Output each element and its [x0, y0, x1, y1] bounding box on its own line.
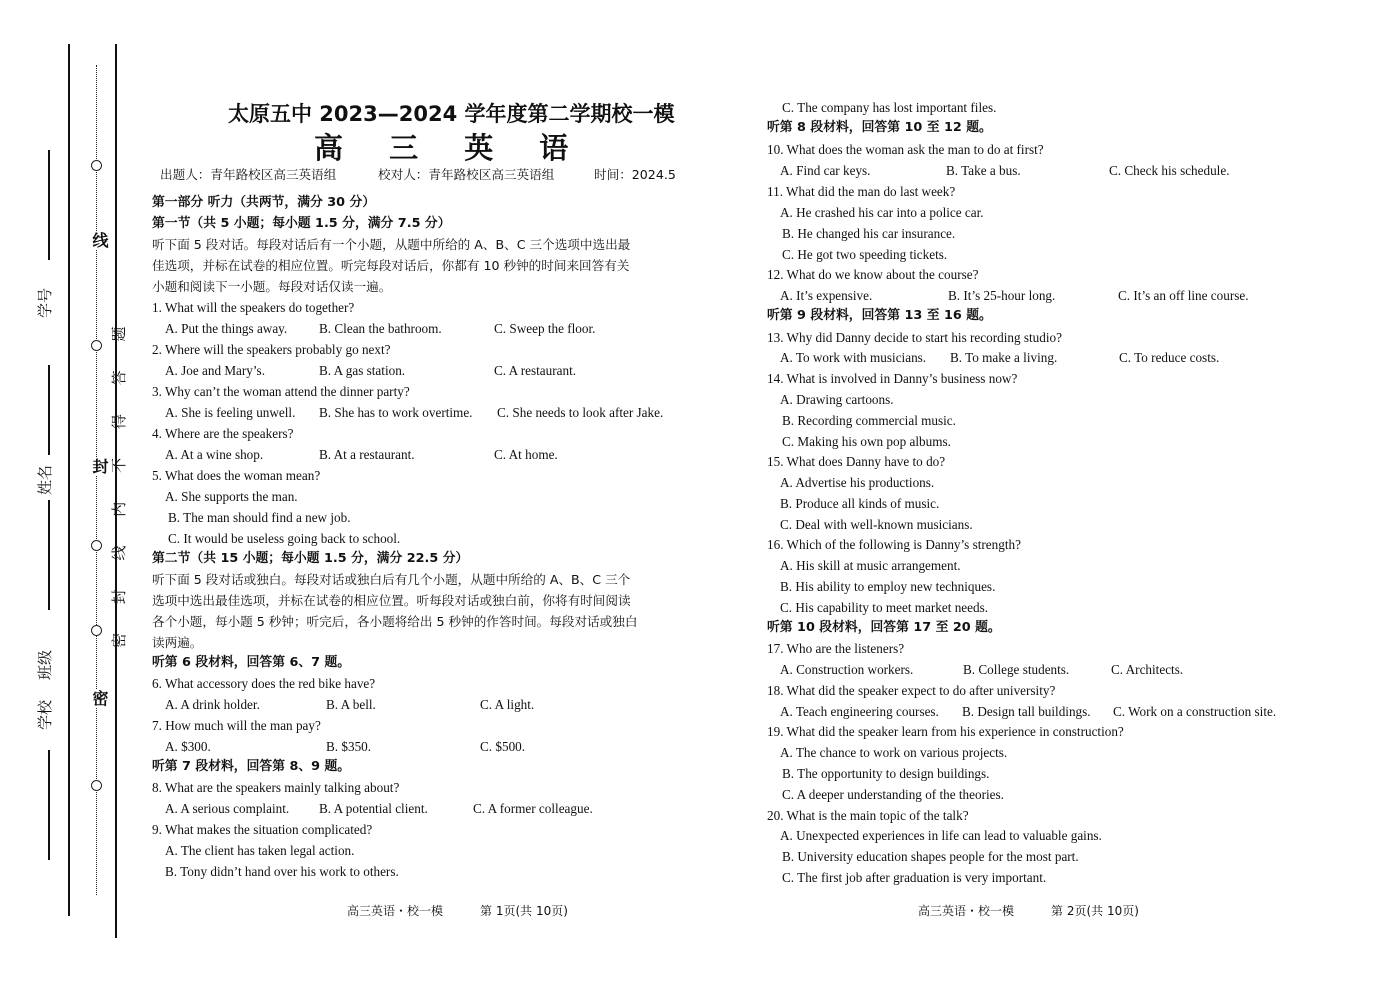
q8-option-c: C. A former colleague. — [473, 801, 593, 816]
q11-option-c: C. He got two speeding tickets. — [782, 247, 948, 262]
q4-option-a: A. At a wine shop. — [165, 447, 264, 462]
q6-option-b: B. A bell. — [326, 697, 376, 712]
question-11: 11. What did the man do last week? — [767, 184, 956, 199]
material-9-heading: 听第 9 段材料，回答第 13 至 16 题。 — [767, 308, 992, 323]
q14-option-b: B. Recording commercial music. — [782, 413, 956, 428]
question-20: 20. What is the main topic of the talk? — [767, 808, 969, 823]
school-label: 学校 — [36, 699, 54, 730]
q18-option-b: B. Design tall buildings. — [962, 704, 1091, 719]
q8-option-b: B. A potential client. — [319, 801, 428, 816]
q1-option-c: C. Sweep the floor. — [494, 321, 596, 336]
q17-option-b: B. College students. — [963, 662, 1070, 677]
margin-outer-line — [68, 44, 70, 916]
q2-option-b: B. A gas station. — [319, 363, 406, 378]
q5-option-b: B. The man should find a new job. — [168, 510, 351, 525]
q7-option-a: A. $300. — [165, 739, 211, 754]
checker: 校对人：青年路校区高三英语组 — [378, 167, 555, 182]
exam-date: 时间：2024.5 — [594, 167, 676, 182]
q2-option-a: A. Joe and Mary’s. — [165, 363, 265, 378]
section1-instr-2: 佳选项，并标在试卷的相应位置。听完每段对话后，你都有 10 秒钟的时间来回答有关 — [152, 258, 630, 273]
seal-char-secret: 密 — [90, 690, 109, 708]
q13-option-b: B. To make a living. — [950, 350, 1058, 365]
name-label: 姓名 — [36, 464, 54, 495]
q19-option-c: C. A deeper understanding of the theories. — [782, 787, 1004, 802]
q9-option-c: C. The company has lost important files. — [782, 100, 997, 115]
seal-circle-1 — [91, 160, 102, 171]
section1-heading: 第一节（共 5 小题；每小题 1.5 分，满分 7.5 分） — [152, 216, 451, 231]
setter: 出题人：青年路校区高三英语组 — [160, 167, 337, 182]
part1-heading: 第一部分 听力（共两节，满分 30 分） — [152, 195, 376, 210]
name-underline — [48, 365, 50, 455]
school-underline — [48, 750, 50, 860]
section2-instr-3: 各个小题，每小题 5 秒钟；听完后，各小题将给出 5 秒钟的作答时间。每段对话或独白 — [152, 614, 638, 629]
q7-option-c: C. $500. — [480, 739, 526, 754]
material-7-heading: 听第 7 段材料，回答第 8、9 题。 — [152, 759, 351, 774]
q18-option-a: A. Teach engineering courses. — [780, 704, 939, 719]
question-8: 8. What are the speakers mainly talking about? — [152, 780, 400, 795]
q12-option-a: A. It’s expensive. — [780, 288, 873, 303]
material-6-heading: 听第 6 段材料，回答第 6、7 题。 — [152, 655, 351, 670]
q7-option-b: B. $350. — [326, 739, 372, 754]
q6-option-a: A. A drink holder. — [165, 697, 260, 712]
question-13: 13. Why did Danny decide to start his recording studio? — [767, 330, 1062, 345]
seal-circle-2 — [91, 340, 102, 351]
page2-footer-number: 第 2页(共 10页) — [1051, 904, 1139, 918]
section2-instr-4: 读两遍。 — [152, 635, 203, 650]
q17-option-c: C. Architects. — [1111, 662, 1184, 677]
q11-option-a: A. He crashed his car into a police car. — [780, 205, 984, 220]
seal-warning: 密 封 线 内 不 得 答 题 — [110, 314, 128, 648]
q19-option-b: B. The opportunity to design buildings. — [782, 766, 990, 781]
section2-instr-1: 听下面 5 段对话或独白。每段对话或独白后有几个小题，从题中所给的 A、B、C 三个 — [152, 572, 631, 587]
q5-option-a: A. She supports the man. — [165, 489, 298, 504]
q19-option-a: A. The chance to work on various projects. — [780, 745, 1008, 760]
name-underline-2 — [48, 500, 50, 610]
material-10-heading: 听第 10 段材料，回答第 17 至 20 题。 — [767, 620, 1001, 635]
question-19: 19. What did the speaker learn from his experience in construction? — [767, 724, 1124, 739]
q4-option-c: C. At home. — [494, 447, 558, 462]
q10-option-b: B. Take a bus. — [946, 163, 1021, 178]
student-id-underline — [48, 150, 50, 260]
question-10: 10. What does the woman ask the man to do at first? — [767, 142, 1044, 157]
q12-option-c: C. It’s an off line course. — [1118, 288, 1249, 303]
q13-option-c: C. To reduce costs. — [1119, 350, 1220, 365]
q11-option-b: B. He changed his car insurance. — [782, 226, 956, 241]
q18-option-c: C. Work on a construction site. — [1113, 704, 1277, 719]
q3-option-b: B. She has to work overtime. — [319, 405, 473, 420]
page1-footer-number: 第 1页(共 10页) — [480, 904, 568, 918]
q15-option-a: A. Advertise his productions. — [780, 475, 935, 490]
q4-option-b: B. At a restaurant. — [319, 447, 415, 462]
question-7: 7. How much will the man pay? — [152, 718, 321, 733]
exam-subject: 高 三 英 语 — [314, 131, 587, 165]
q20-option-b: B. University education shapes people for the most part. — [782, 849, 1079, 864]
q3-option-a: A. She is feeling unwell. — [165, 405, 296, 420]
question-2: 2. Where will the speakers probably go next? — [152, 342, 391, 357]
q1-option-a: A. Put the things away. — [165, 321, 288, 336]
q2-option-c: C. A restaurant. — [494, 363, 577, 378]
q14-option-c: C. Making his own pop albums. — [782, 434, 951, 449]
q10-option-a: A. Find car keys. — [780, 163, 871, 178]
seal-circle-5 — [91, 780, 102, 791]
q16-option-c: C. His capability to meet market needs. — [780, 600, 989, 615]
seal-circle-4 — [91, 625, 102, 636]
question-1: 1. What will the speakers do together? — [152, 300, 355, 315]
question-3: 3. Why can’t the woman attend the dinner party? — [152, 384, 410, 399]
q3-option-c: C. She needs to look after Jake. — [497, 405, 664, 420]
seal-char-seal: 封 — [90, 458, 109, 476]
question-14: 14. What is involved in Danny’s business now? — [767, 371, 1018, 386]
student-id-label: 学号 — [36, 287, 54, 318]
q16-option-a: A. His skill at music arrangement. — [780, 558, 961, 573]
q20-option-c: C. The first job after graduation is very important. — [782, 870, 1047, 885]
section2-instr-2: 选项中选出最佳选项，并标在试卷的相应位置。听每段对话或独白前，你将有时间阅读 — [152, 593, 631, 608]
q10-option-c: C. Check his schedule. — [1109, 163, 1230, 178]
q16-option-b: B. His ability to employ new techniques. — [780, 579, 996, 594]
seal-circle-3 — [91, 540, 102, 551]
section1-instr-3: 小题和阅读下一小题。每段对话仅读一遍。 — [152, 279, 392, 294]
question-16: 16. Which of the following is Danny’s strength? — [767, 537, 1021, 552]
section1-instr-1: 听下面 5 段对话。每段对话后有一个小题，从题中所给的 A、B、C 三个选项中选出最 — [152, 237, 631, 252]
q12-option-b: B. It’s 25-hour long. — [948, 288, 1056, 303]
q20-option-a: A. Unexpected experiences in life can lead to valuable gains. — [780, 828, 1102, 843]
question-6: 6. What accessory does the red bike have? — [152, 676, 376, 691]
q9-option-b: B. Tony didn’t hand over his work to others. — [165, 864, 399, 879]
class-label: 班级 — [36, 649, 54, 680]
q14-option-a: A. Drawing cartoons. — [780, 392, 894, 407]
question-5: 5. What does the woman mean? — [152, 468, 321, 483]
seal-dotted-line — [96, 65, 97, 895]
q17-option-a: A. Construction workers. — [780, 662, 914, 677]
q15-option-c: C. Deal with well-known musicians. — [780, 517, 973, 532]
q8-option-a: A. A serious complaint. — [165, 801, 290, 816]
question-17: 17. Who are the listeners? — [767, 641, 905, 656]
question-9: 9. What makes the situation complicated? — [152, 822, 373, 837]
q15-option-b: B. Produce all kinds of music. — [780, 496, 940, 511]
q6-option-c: C. A light. — [480, 697, 535, 712]
seal-char-line: 线 — [90, 232, 109, 250]
q5-option-c: C. It would be useless going back to school. — [168, 531, 401, 546]
question-12: 12. What do we know about the course? — [767, 267, 979, 282]
page2-footer-subject: 高三英语・校一模 — [918, 904, 1015, 918]
q1-option-b: B. Clean the bathroom. — [319, 321, 442, 336]
q9-option-a: A. The client has taken legal action. — [165, 843, 355, 858]
question-18: 18. What did the speaker expect to do after university? — [767, 683, 1056, 698]
exam-title: 太原五中 2023—2024 学年度第二学期校一模 — [228, 102, 675, 126]
material-8-heading: 听第 8 段材料，回答第 10 至 12 题。 — [767, 120, 992, 135]
question-4: 4. Where are the speakers? — [152, 426, 294, 441]
section2-heading: 第二节（共 15 小题；每小题 1.5 分，满分 22.5 分） — [152, 551, 469, 566]
page1-footer-subject: 高三英语・校一模 — [347, 904, 444, 918]
q13-option-a: A. To work with musicians. — [780, 350, 927, 365]
question-15: 15. What does Danny have to do? — [767, 454, 946, 469]
